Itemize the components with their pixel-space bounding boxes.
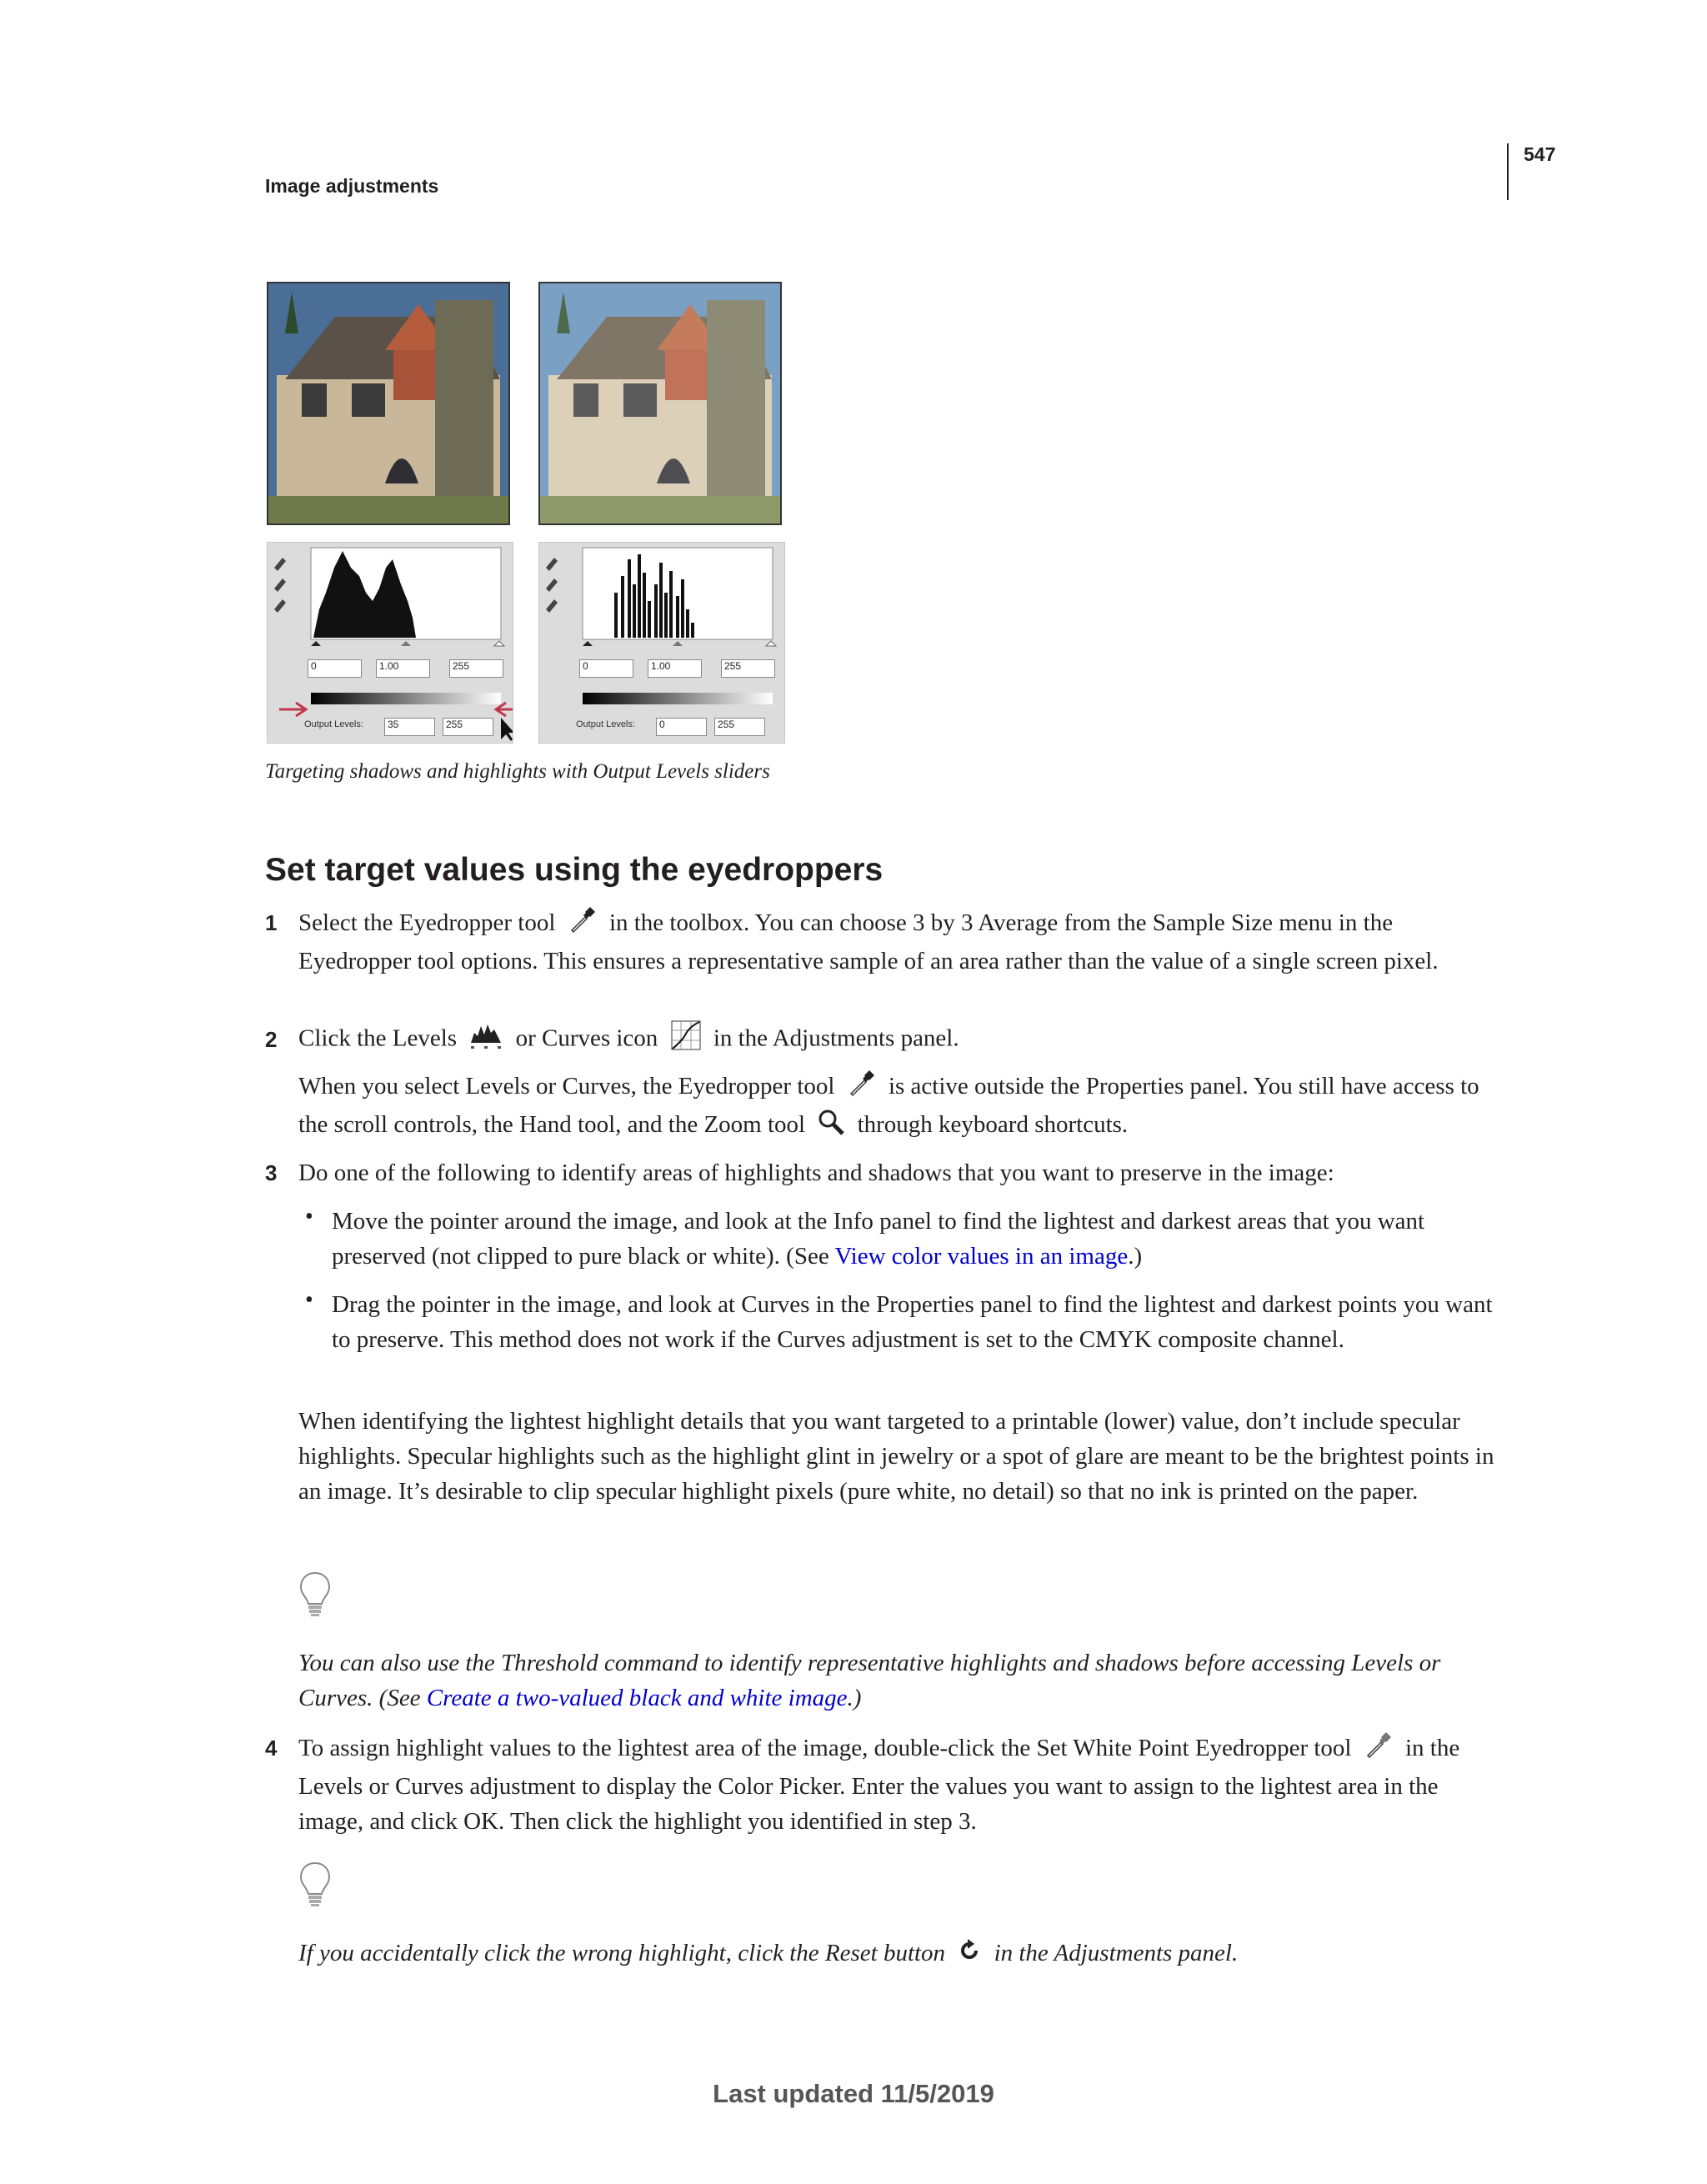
step-3-bullet-1 [332, 1204, 1509, 1274]
input-white-field: 255 [449, 659, 503, 678]
output-levels-label: Output Levels: [576, 719, 635, 729]
step-2-text-c: in the Adjustments panel. [713, 1024, 959, 1052]
tip-2-text-b: in the Adjustments panel. [994, 1940, 1239, 1966]
step-2-text-a: Click the Levels [298, 1024, 458, 1052]
step-3-bullet-2: Drag the pointer in the image, and look at Curves in the Properties panel to find the lightest and darkest points you want to preserve. This method does not work if the Curves adjustment is set to the CMYK composite channel. [332, 1291, 1493, 1353]
bullet-marker: • [305, 1204, 313, 1230]
step-2-text [298, 1020, 1507, 1060]
step-4-text-b: in the Levels or Curves adjustment to display the Color Picker. Enter the values you want to assign to the lightest area in the image, and click OK. Then click the highlight you identified in step 3. [298, 1735, 1460, 1836]
input-black-field: 0 [579, 659, 633, 678]
tip-2-text-a: If you accidentally click the wrong highlight, click the Reset button [298, 1940, 946, 1966]
page-number: 547 [1524, 143, 1556, 165]
step-number: 4 [265, 1736, 278, 1761]
step-2-sub-b: is active outside the Properties panel. You still have access to the scroll controls, the Hand tool, and the Zoom tool [298, 1073, 1479, 1139]
bullet-1-text-a: Move the pointer around the image, and look at the Info panel to find the lightest and darkest areas that you want preserved (not clipped to pure black or white). (See [332, 1208, 1425, 1270]
levels-panel-before [267, 542, 513, 744]
step-1-text-b: in the toolbox. You can choose 3 by 3 Average from the Sample Size menu in the Eyedropper tool options. This ensures a representative sample of an area rather than the value of a single screen pixel. [298, 909, 1439, 975]
last-updated-footer: Last updated 11/5/2019 [713, 2079, 994, 2108]
levels-graphic [268, 543, 513, 743]
step-1-text [298, 905, 1507, 979]
output-black-field: 35 [384, 718, 435, 736]
view-color-values-link[interactable]: View color values in an image [834, 1243, 1129, 1270]
step-4-text-a: To assign highlight values to the lightest area of the image, double-click the Set White Point Eyedropper tool [298, 1735, 1352, 1761]
tip-1-text [298, 1646, 1507, 1716]
levels-graphic [539, 543, 784, 743]
lightbulb-tip-icon [298, 1861, 332, 1911]
output-levels-label: Output Levels: [304, 719, 363, 729]
step-3-text: Do one of the following to identify areas of highlights and shadows that you want to preserve in the image: [298, 1160, 1334, 1186]
output-black-field: 0 [656, 718, 707, 736]
step-4-text [298, 1731, 1507, 1839]
section-heading: Set target values using the eyedroppers [265, 852, 884, 888]
create-two-valued-image-link[interactable]: Create a two-valued black and white image [426, 1685, 848, 1711]
step-number: 1 [265, 910, 278, 935]
lightbulb-tip-icon [298, 1570, 332, 1621]
house-photo-before [267, 282, 510, 525]
white-point-eyedropper-icon [1364, 1731, 1393, 1769]
header-divider [1507, 143, 1509, 200]
levels-panel-after [538, 542, 785, 744]
reset-icon [958, 1937, 981, 1972]
input-black-field: 0 [308, 659, 362, 678]
section-title: Image adjustments [265, 175, 439, 197]
tip-1-text-a: You can also use the Threshold command to identify representative highlights and shadows before accessing Levels or Curves. (See [298, 1650, 1441, 1711]
house-photo-after [538, 282, 782, 525]
bullet-1-text-b: .) [1128, 1243, 1143, 1270]
step-2-text-b: or Curves icon [515, 1024, 658, 1052]
input-gamma-field: 1.00 [376, 659, 430, 678]
step-3-after-text: When identifying the lightest highlight details that you want targeted to a printable (lower) value, don’t include specular highlights. Specular highlights such as the highlight glint in jewelry or a spot of glare are meant to be the brightest points in an image. It’s desirable to clip specular highlight pixels (pure white, no detail) so that no ink is printed on the paper. [298, 1408, 1494, 1505]
input-gamma-field: 1.00 [648, 659, 702, 678]
step-2-sub-c: through keyboard shortcuts. [857, 1111, 1129, 1139]
zoom-tool-icon [818, 1109, 844, 1145]
eyedropper-icon [848, 1069, 876, 1107]
tip-1-text-b: .) [847, 1685, 862, 1711]
levels-icon [469, 1021, 503, 1059]
step-1-text-a: Select the Eyedropper tool [298, 909, 556, 936]
output-white-field: 255 [714, 718, 765, 736]
eyedropper-icon [568, 905, 597, 944]
input-white-field: 255 [721, 659, 775, 678]
output-white-field: 255 [443, 718, 493, 736]
curves-icon [671, 1020, 701, 1060]
bullet-marker: • [305, 1287, 313, 1313]
step-number: 3 [265, 1160, 278, 1185]
step-2-sub-a: When you select Levels or Curves, the Eyedropper tool [298, 1073, 835, 1100]
figure-caption: Targeting shadows and highlights with Output Levels sliders [265, 760, 770, 783]
tip-2-text [298, 1936, 1507, 1972]
step-2-subtext [298, 1069, 1507, 1145]
step-number: 2 [265, 1027, 278, 1052]
